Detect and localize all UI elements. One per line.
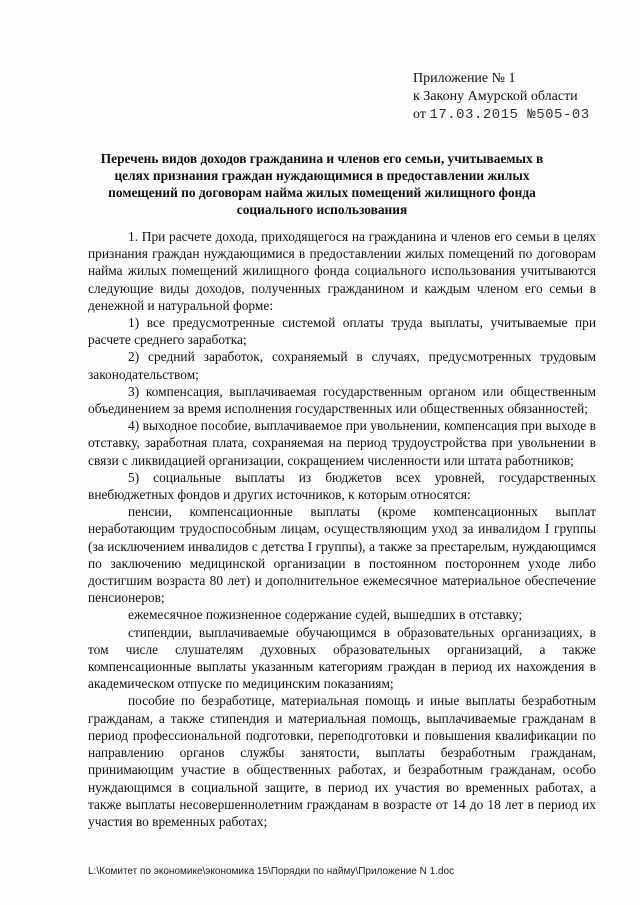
paragraph: 1. При расчете дохода, приходящегося на гражданина и членов его семьи в целях признания граждан нуждающимися в предоставлении жилых помещений по договорам найма жилых помещений жилищного фонда социального использования учитываются следующие виды доходов, полученных гражданином и каждым членом его семьи в денежной и натуральной форме: xyxy=(88,229,596,313)
appendix-number: Приложение № 1 xyxy=(413,71,516,86)
paragraph: 1) все предусмотренные системой оплаты труда выплаты, учитываемые при расчете среднего заработка; xyxy=(88,315,596,348)
paragraph: пособие по безработице, материальная помощь и иные выплаты безработным гражданам, а также стипендия и материальная помощь, выплачиваемые гражданам в период профессиональной подготовки, переподготовки и повышения квалификации по направлению органов службы занятости, выплаты безработным гражданам, принимающим участие в общественных работах, и безработным гражданам, особо нуждающимся в социальной защите, в период их участия во временных работах, а также выплаты несовершеннолетним гражданам в возрасте от 14 до 18 лет в период их участия во временных работах; xyxy=(88,693,596,829)
paragraph: пенсии, компенсационные выплаты (кроме компенсационных выплат неработающим трудоспособным лицам, осуществляющим уход за инвалидом I группы (за исключением инвалидов с детства I группы), а также за престарелым, нуждающимся по заключению медицинской организации в постоянном постороннем уходе либо достигшим возраста 80 лет) и дополнительное ежемесячное материальное обеспечение пенсионеров; xyxy=(88,504,596,606)
appendix-date-stamp: 17.03.2015 №505-03 xyxy=(429,107,590,123)
paragraph: 4) выходное пособие, выплачиваемое при увольнении, компенсация при выходе в отставку, заработная плата, сохраняемая на период трудоустройства при увольнении в связи с ликвидацией организации, сокращением численности или штата работников; xyxy=(88,418,596,468)
paragraph: ежемесячное пожизненное содержание судей, вышедших в отставку; xyxy=(128,607,523,623)
appendix-date-line xyxy=(413,106,590,124)
paragraph: 5) социальные выплаты из бюджетов всех уровней, государственных внебюджетных фондов и других источников, к которым относятся: xyxy=(88,469,596,503)
paragraph: 2) средний заработок, сохраняемый в случаях, предусмотренных трудовым законодательством; xyxy=(88,349,596,382)
document-body xyxy=(88,228,596,830)
document-title: Перечень видов доходов гражданина и членов его семьи, учитываемых в целях признания граждан нуждающимися в предоставлении жилых помещений по договорам найма жилых помещений жилищного фонда социального использования xyxy=(100,151,544,217)
appendix-date-prefix: от xyxy=(413,107,426,122)
appendix-block xyxy=(413,70,590,124)
paragraph: 3) компенсация, выплачиваемая государственным органом или общественным объединением за время исполнения государственных или общественных обязанностей; xyxy=(88,383,596,417)
paragraph: стипендии, выплачиваемые обучающимся в образовательных организациях, в том числе слушателям духовных образовательных организаций, а также компенсационные выплаты указанным категориям граждан в период их нахождения в академическом отпуске по медицинским показаниям; xyxy=(88,624,596,692)
appendix-law: к Закону Амурской области xyxy=(413,89,578,104)
file-path-footer: L:\Комитет по экономике\экономика 15\Порядки по найму\Приложение N 1.doc xyxy=(88,866,455,877)
